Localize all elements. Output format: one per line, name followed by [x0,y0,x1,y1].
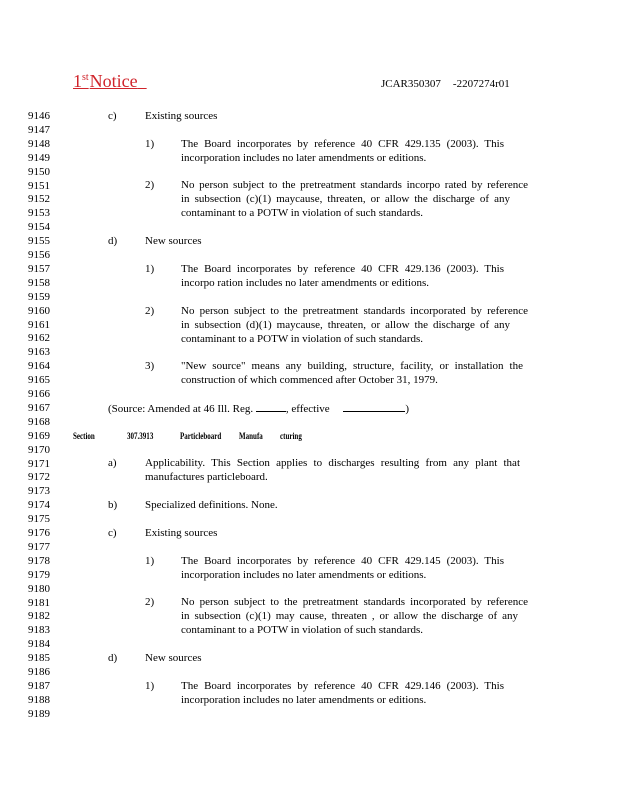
line-number: 9164 [28,360,50,373]
notice-number: 1 [73,71,82,91]
line-number: 9187 [28,679,50,692]
paragraph-line: The Board incorporates by reference 40 CFR 429.136 (2003). This [181,263,504,275]
subsection-title: New sources [145,652,202,664]
item-number: 2) [145,179,155,191]
notice-ordinal-suffix: st [82,72,89,83]
item-number: 1) [145,138,155,150]
line-number: 9170 [28,443,50,456]
section-title-part: Particleboard [180,431,222,441]
line-number: 9176 [28,527,50,539]
line-number: 9188 [28,693,50,706]
line-number: 9180 [28,582,50,595]
paragraph-line: incorporation includes no later amendments or editions. [181,694,427,706]
paragraph-line: No person subject to the pretreatment standards incorporated by reference [181,596,528,608]
register-page-blank [256,401,286,412]
paragraph-line: contaminant to a POTW in violation of such standards. [181,624,424,636]
line-number: 9157 [28,262,50,275]
section-word: Section [73,431,95,441]
paragraph-line: incorpo ration includes no later amendments or editions. [181,277,430,289]
line-number: 9158 [28,276,50,289]
source-note-prefix: (Source: Amended at 46 Ill. Reg. [108,403,254,415]
paragraph-line: The Board incorporates by reference 40 CFR 429.145 (2003). This [181,555,504,567]
line-number: 9179 [28,568,50,581]
notice-word: Notice [89,71,138,91]
line-number: 9169 [28,429,50,442]
paragraph-line: construction of which commenced after October 31, 1979. [181,374,438,386]
document-id-right: -2207274r01 [452,78,510,90]
subsection-title: Existing sources [145,110,218,122]
first-notice-header [73,71,147,91]
line-number: 9171 [28,457,50,470]
paragraph-line: Applicability. This Section applies to discharges resulting from any plant that [145,457,520,469]
subsection-label: b) [108,499,118,511]
line-number: 9163 [28,346,50,359]
paragraph-line: incorporation includes no later amendments or editions. [181,569,427,581]
item-number: 1) [145,680,155,692]
line-number: 9175 [28,513,50,526]
line-number: 9173 [28,485,50,498]
line-number: 9165 [28,374,50,387]
line-number: 9152 [28,193,50,206]
line-number: 9150 [28,165,50,178]
document-id-left: JCAR350307 [381,78,441,90]
line-number: 9161 [28,318,50,331]
line-number: 9167 [28,401,50,414]
paragraph-line: in subsection (c)(1) maycause, threaten, or allow the discharge of any [181,193,510,205]
paragraph-line: incorporation includes no later amendments or editions. [181,152,427,164]
section-title-part: Manufa [239,431,263,441]
subsection-label: d) [108,235,118,247]
line-number: 9168 [28,415,50,428]
subsection-label: c) [108,527,117,539]
line-number: 9155 [28,235,50,248]
section-title-part: cturing [280,431,302,441]
line-number: 9156 [28,249,50,261]
document-id [381,78,510,91]
line-number: 9181 [28,596,50,609]
line-number: 9154 [28,221,50,234]
source-note-mid: , effective [285,403,330,415]
line-number: 9178 [28,554,50,567]
item-number: 3) [145,360,155,372]
line-number: 9160 [28,304,50,317]
subsection-label: c) [108,110,117,122]
paragraph-line: contaminant to a POTW in violation of such standards. [181,207,424,219]
line-number: 9159 [28,290,50,303]
subsection-label: a) [108,457,117,469]
source-note [108,401,409,416]
line-number: 9166 [28,388,50,400]
paragraph-line: The Board incorporates by reference 40 CFR 429.146 (2003). This [181,680,504,692]
source-note-suffix: ) [405,403,410,415]
line-number: 9148 [28,137,50,150]
item-number: 1) [145,555,155,567]
line-number: 9185 [28,652,50,665]
paragraph-line: Specialized definitions. None. [145,499,278,511]
paragraph-line: in subsection (d)(1) maycause, threaten, or allow the discharge of any [181,319,510,331]
line-number: 9149 [28,151,50,164]
line-number: 9174 [28,499,50,512]
subsection-title: New sources [145,235,202,247]
paragraph-line: No person subject to the pretreatment standards incorporated by reference [181,305,528,317]
paragraph-line: "New source" means any building, structure, facility, or installation the [181,360,523,372]
paragraph-line: The Board incorporates by reference 40 CFR 429.135 (2003). This [181,138,504,150]
line-number: 9183 [28,624,50,637]
line-number: 9162 [28,332,50,345]
line-number: 9182 [28,610,50,623]
paragraph-line: in subsection (c)(1) may cause, threaten , or allow the discharge of any [181,610,518,622]
paragraph-line: manufactures particleboard. [145,471,268,483]
line-number: 9189 [28,707,50,720]
subsection-title: Existing sources [145,527,218,539]
line-number: 9146 [28,110,50,122]
line-number: 9186 [28,666,50,678]
line-number: 9184 [28,638,50,651]
item-number: 1) [145,263,155,275]
section-number: 307.3913 [127,431,154,441]
subsection-label: d) [108,652,118,664]
line-number: 9151 [28,179,50,192]
line-number: 9147 [28,123,50,136]
paragraph-line: No person subject to the pretreatment standards incorpo rated by reference [181,179,528,191]
effective-date-blank [343,401,405,412]
item-number: 2) [145,305,155,317]
line-number: 9177 [28,540,50,553]
paragraph-line: contaminant to a POTW in violation of such standards. [181,333,424,345]
item-number: 2) [145,596,155,608]
line-number: 9172 [28,471,50,484]
line-number: 9153 [28,207,50,220]
